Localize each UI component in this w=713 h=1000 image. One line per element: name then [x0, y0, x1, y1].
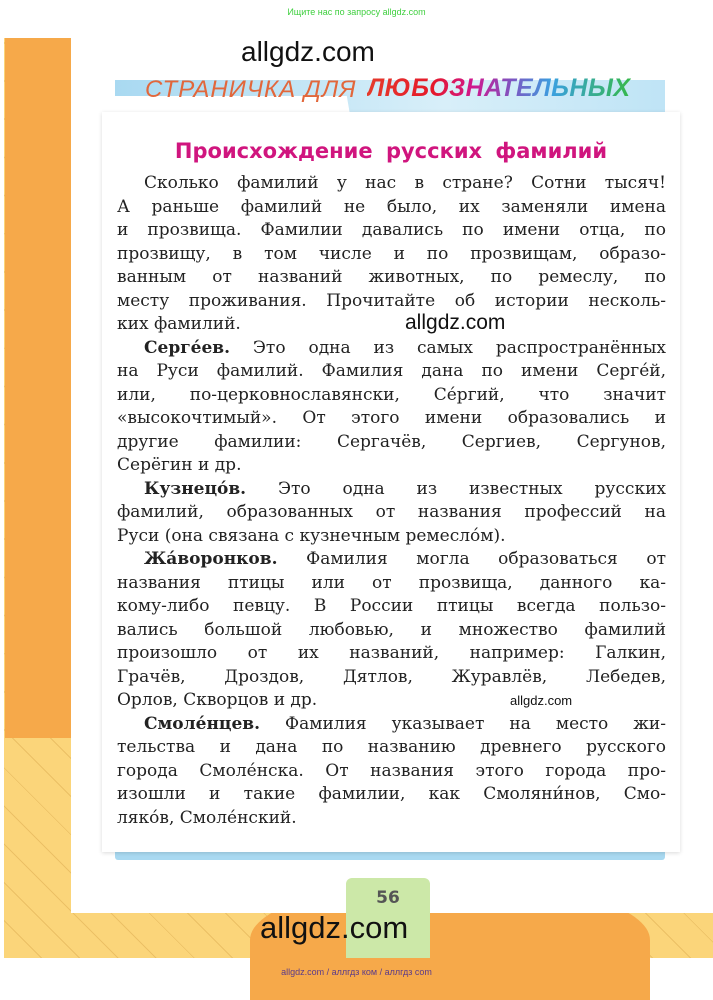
text-line: фамилий, образованных от названия профессий на [117, 502, 666, 522]
watermark: allgdz.com [241, 36, 375, 67]
text-line: Сколько фамилий у нас в стране? Сотни тысяч! [144, 173, 666, 193]
watermark: allgdz.com [510, 693, 573, 708]
page-number: 56 [346, 878, 430, 958]
surname-heading: Серге́ев. [144, 337, 231, 358]
section-heading-part2: ЛЮБОЗНАТЕЛЬНЫХ [367, 74, 631, 102]
text-line: названия птицы или от прозвища, данного ка- [117, 572, 666, 593]
text-line: Грачёв, Дроздов, Дятлов, Журавлёв, Лебедев, [117, 666, 666, 687]
header-note: Ищите нас по запросу allgdz.com [287, 7, 426, 17]
text-line: изошли и такие фамилии, как Смоляни́нов, Смо- [117, 784, 666, 804]
text-line: прозвищу, в том числе и по прозвищам, образо- [117, 243, 666, 264]
text-line [117, 713, 666, 737]
surname-heading: Кузнецо́в. [144, 478, 247, 499]
text-line: кому-либо певцу. В России птицы всегда пользо- [117, 596, 666, 616]
text-line: Руси (она связана с кузнечным ремесло́м). [117, 525, 506, 546]
line-text: Фамилия указывает на место жи- [285, 713, 666, 734]
text-line: другие фамилии: Сергачёв, Сергиев, Сергунов, [117, 431, 666, 452]
watermark: allgdz.com [260, 910, 409, 945]
orange-strip [5, 38, 71, 738]
surname-heading: Смоле́нцев. [144, 713, 260, 734]
text-line: А раньше фамилий не было, их заменяли имена [117, 196, 666, 217]
text-line: месту проживания. Прочитайте об истории несколь- [117, 290, 666, 311]
article-title: Происхождение русских фамилий [174, 139, 608, 163]
text-line [117, 548, 666, 572]
text-line [117, 478, 666, 502]
line-text: Фамилия могла образоваться от [306, 549, 666, 569]
watermark: allgdz.com [405, 311, 506, 334]
text-line: тельства и дана по названию древнего русского [117, 737, 666, 757]
text-line: и прозвища. Фамилии давались по имени отца, по [117, 220, 666, 240]
text-line: ванным от названий животных, по ремеслу, по [117, 267, 666, 287]
text-line: ких фамилий. [117, 314, 241, 334]
footer-note: allgdz.com / аллгдз ком / аллгдз com [281, 967, 432, 977]
article-body [117, 172, 666, 830]
text-line: ляко́в, Смоле́нский. [117, 807, 297, 828]
text-line: «высокочтимый». От этого имени образовались и [117, 408, 666, 428]
text-line: вались большой любовью, и множество фамилий [117, 619, 666, 640]
surname-heading: Жа́воронков. [144, 549, 278, 569]
text-line: Серёгин и др. [117, 455, 242, 475]
text-line: города Смоле́нска. От названия этого города про- [117, 760, 666, 781]
text-line [117, 337, 666, 361]
text-line: произошло от их названий, например: Галкин, [117, 643, 666, 663]
line-text: Это одна из известных русских [277, 478, 666, 499]
section-heading-part1: СТРАНИЧКА ДЛЯ [145, 76, 357, 103]
line-text: Это одна из самых распространённых [252, 337, 667, 358]
text-line: или, по-церковнославянски, Се́ргий, что значит [117, 384, 666, 405]
text-line: на Руси фамилий. Фамилия дана по имени Серге́й, [117, 361, 666, 381]
text-line: Орлов, Скворцов и др. [117, 690, 318, 710]
